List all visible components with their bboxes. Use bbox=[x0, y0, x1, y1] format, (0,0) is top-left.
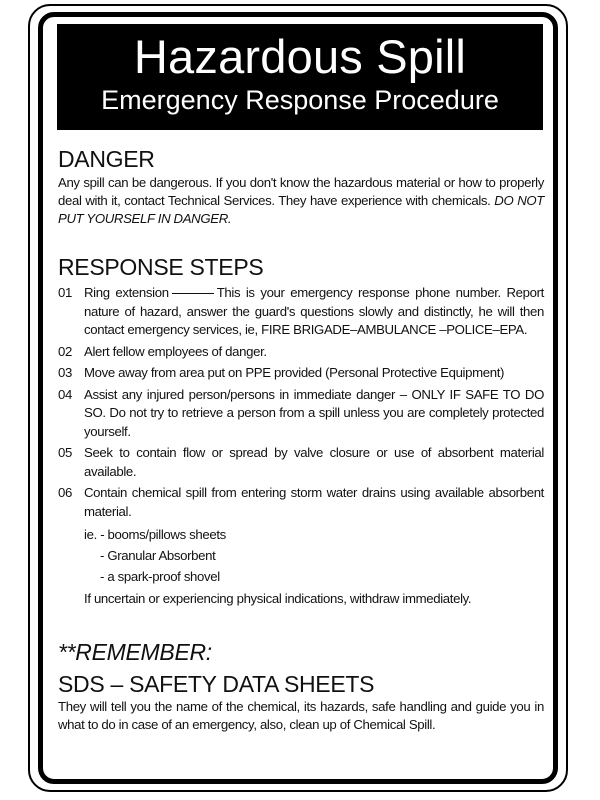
step-text bbox=[84, 284, 544, 340]
sds-heading: SDS – SAFETY DATA SHEETS bbox=[58, 671, 375, 697]
danger-section bbox=[58, 146, 544, 228]
danger-body: Any spill can be dangerous. If you don't know the hazardous material or how to properly deal with it, contact Technical Services. They have experience with chemicals. bbox=[58, 175, 544, 208]
sign-subtitle: Emergency Response Procedure bbox=[101, 85, 499, 115]
remember-section bbox=[58, 638, 544, 734]
step-text: Assist any injured person/persons in immediate danger – ONLY IF SAFE TO DO SO. Do not try to retrieve a person from a spill unless you are completely protected yourself. bbox=[84, 386, 544, 439]
step-number: 06 bbox=[58, 485, 72, 500]
danger-heading: DANGER bbox=[58, 146, 155, 172]
step-text-part: Ring extension bbox=[84, 285, 169, 300]
extension-blank bbox=[172, 293, 214, 294]
step-number: 01 bbox=[58, 285, 72, 300]
list-item: - a spark-proof shovel bbox=[100, 569, 220, 584]
step-03 bbox=[58, 364, 544, 383]
danger-text bbox=[58, 174, 544, 228]
step-number: 02 bbox=[58, 343, 72, 359]
absorbent-list bbox=[84, 524, 544, 587]
sds-text: They will tell you the name of the chemical, its hazards, safe handling and guide you in what to do in case of an emergency, also, clean up of Chemical Spill. bbox=[58, 699, 544, 732]
step-number: 03 bbox=[58, 365, 72, 380]
step-text: Move away from area put on PPE provided (Personal Protective Equipment) bbox=[84, 365, 505, 380]
step-06 bbox=[58, 484, 544, 521]
sign-header bbox=[57, 24, 543, 130]
list-item: ie. - booms/pillows sheets bbox=[84, 527, 226, 542]
step-text: Alert fellow employees of danger. bbox=[84, 343, 267, 359]
step-text: Seek to contain flow or spread by valve closure or use of absorbent material available. bbox=[84, 445, 544, 479]
response-heading: RESPONSE STEPS bbox=[58, 254, 264, 280]
step-number: 05 bbox=[58, 445, 72, 460]
step-01 bbox=[58, 284, 544, 340]
step-text-part: This is your emergency response phone number. Report nature of hazard, answer the guard's questions slowly and distinctly, he will then contact emergency services, ie, FIRE BRIGADE–AMBULANCE –POLICE–EPA. bbox=[84, 285, 544, 337]
sign-content bbox=[58, 146, 544, 734]
step-04 bbox=[58, 386, 544, 442]
danger-warning: DO NOT PUT YOURSELF IN DANGER. bbox=[58, 193, 544, 226]
step-02 bbox=[58, 343, 544, 362]
step-number: 04 bbox=[58, 386, 72, 402]
sign-title: Hazardous Spill bbox=[133, 30, 467, 83]
remember-heading: **REMEMBER: bbox=[58, 639, 212, 665]
withdraw-note: If uncertain or experiencing physical indications, withdraw immediately. bbox=[84, 591, 472, 606]
step-05 bbox=[58, 444, 544, 481]
list-item: - Granular Absorbent bbox=[100, 548, 216, 563]
response-section bbox=[58, 254, 544, 608]
step-text: Contain chemical spill from entering storm water drains using available absorbent material. bbox=[84, 485, 544, 519]
